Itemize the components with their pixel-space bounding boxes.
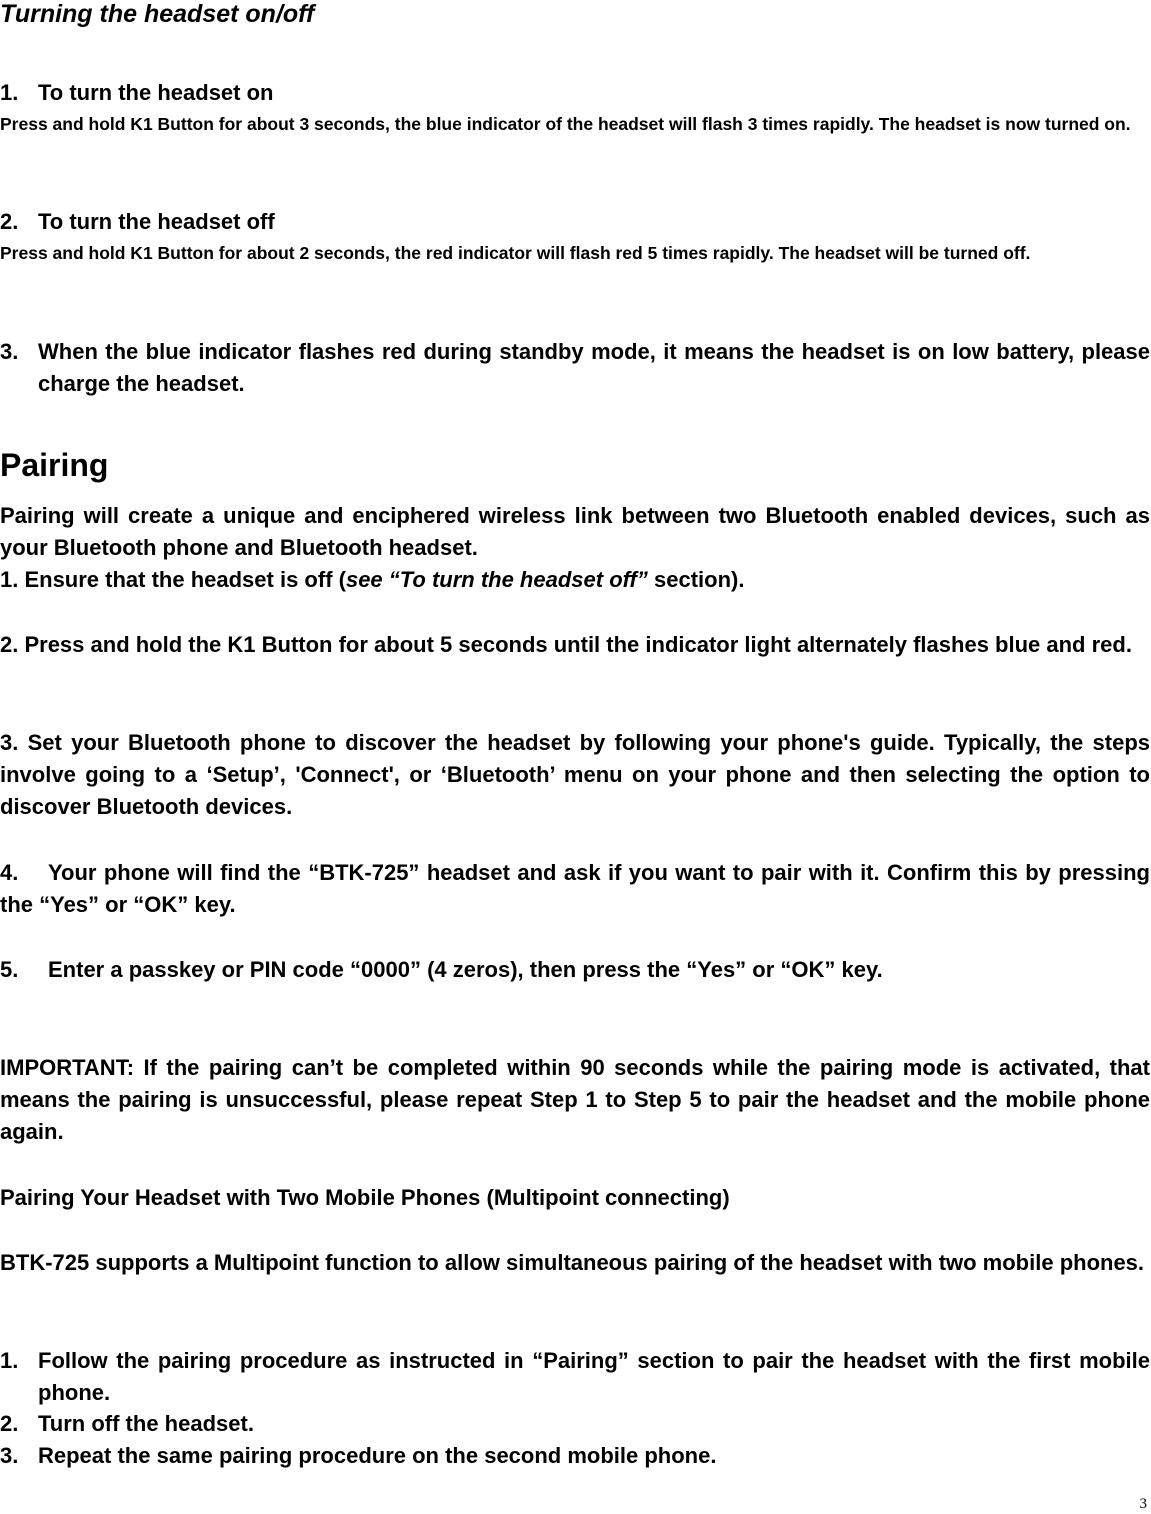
page-title: Turning the headset on/off: [0, 0, 315, 28]
pairing-step-3: 3. Set your Bluetooth phone to discover the headset by following your phone's guide. Typically, the steps involve going to a ‘Setup’, 'Connect', or ‘Bluetooth’ menu on your phone and then selecting the option to discover Bluetooth devices.: [0, 730, 1150, 819]
pairing-step-2: 2. Press and hold the K1 Button for about 5 seconds until the indicator light alternately flashes blue and red.: [0, 632, 1132, 657]
section-heading-turn-on: To turn the headset on: [38, 80, 274, 105]
list-number: 1.: [0, 1348, 19, 1373]
pairing-step-1: [0, 564, 1150, 596]
pairing-intro: Pairing will create a unique and enciphered wireless link between two Bluetooth enabled devices, such as your Bluetooth phone and Bluetooth headset.: [0, 503, 1150, 560]
list-number: 1.: [0, 80, 19, 105]
list-number: 4.: [0, 860, 19, 885]
section-heading-turn-off: To turn the headset off: [38, 209, 275, 234]
important-note: IMPORTANT: If the pairing can’t be completed within 90 seconds while the pairing mode is activated, that means the pairing is unsuccessful, please repeat Step 1 to Step 5 to pair the headset and the mobile phone again.: [0, 1055, 1150, 1144]
low-battery-note: When the blue indicator flashes red during standby mode, it means the headset is on low battery, please charge the headset.: [38, 339, 1150, 396]
pairing-step-1-suffix: section).: [647, 567, 745, 592]
list-number: 2.: [0, 209, 19, 234]
section-heading-multipoint: Pairing Your Headset with Two Mobile Phones (Multipoint connecting): [0, 1185, 730, 1210]
page-number: 3: [1139, 1496, 1147, 1512]
pairing-step-1-reference: see “To turn the headset off”: [345, 567, 648, 592]
list-number: 3.: [0, 1443, 19, 1468]
turn-on-instructions: Press and hold K1 Button for about 3 seconds, the blue indicator of the headset will flash 3 times rapidly. The headset is now turned on.: [0, 114, 1131, 134]
list-number: 2.: [0, 1411, 19, 1436]
list-number: 3.: [0, 339, 19, 364]
pairing-step-4: Your phone will find the “BTK-725” headset and ask if you want to pair with it. Confirm this by pressing the “Yes” or “OK” key.: [0, 860, 1150, 917]
multipoint-step: Turn off the headset.: [38, 1411, 254, 1436]
multipoint-step: Repeat the same pairing procedure on the second mobile phone.: [38, 1443, 717, 1468]
pairing-step-5: Enter a passkey or PIN code “0000” (4 zeros), then press the “Yes” or “OK” key.: [48, 957, 883, 982]
list-number: 5.: [0, 957, 19, 982]
multipoint-intro: BTK-725 supports a Multipoint function to allow simultaneous pairing of the headset with two mobile phones.: [0, 1250, 1145, 1275]
multipoint-step: Follow the pairing procedure as instructed in “Pairing” section to pair the headset with the first mobile phone.: [38, 1348, 1150, 1405]
pairing-step-1-text: 1. Ensure that the headset is off (: [0, 567, 346, 592]
section-heading-pairing: Pairing: [0, 447, 109, 483]
turn-off-instructions: Press and hold K1 Button for about 2 seconds, the red indicator will flash red 5 times rapidly. The headset will be turned off.: [0, 243, 1031, 263]
